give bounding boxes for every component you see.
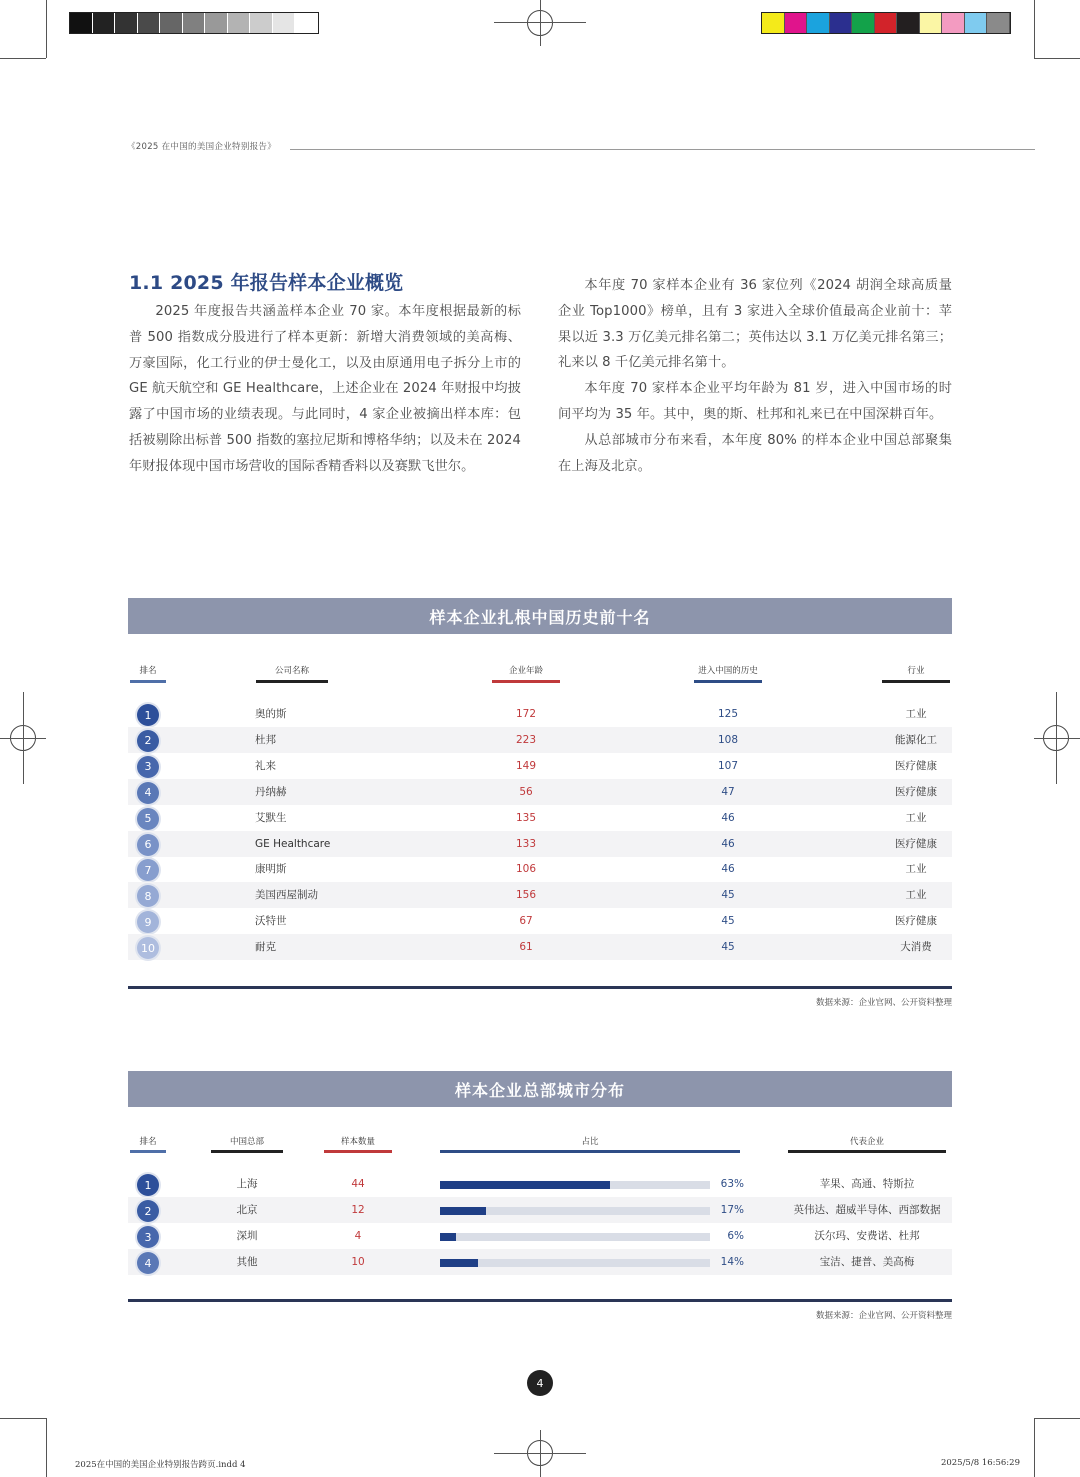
color-swatch: [965, 13, 988, 33]
color-swatch: [93, 13, 116, 33]
grayscale-swatch-bar: [69, 12, 319, 34]
rank-badge: 1: [137, 1174, 159, 1196]
representative-companies: 沃尔玛、安费诺、杜邦: [814, 1230, 920, 1242]
table1-title-banner: 样本企业扎根中国历史前十名: [128, 598, 952, 634]
rank-badge: 10: [137, 937, 159, 959]
hq-city: 深圳: [236, 1230, 258, 1242]
table-row: [128, 856, 952, 882]
share-label: 17%: [720, 1204, 744, 1216]
col-header-age: 企业年龄: [508, 666, 543, 676]
color-swatch: [762, 13, 785, 33]
table-row: [128, 779, 952, 805]
col-underline: [694, 680, 762, 683]
col-header-examples: 代表企业: [849, 1137, 884, 1147]
color-swatch: [875, 13, 898, 33]
table-row: [128, 882, 952, 908]
share-bar-fill: [440, 1233, 456, 1241]
china-years: 46: [721, 837, 735, 850]
col-underline: [256, 680, 328, 683]
col-header-rank: 排名: [139, 666, 157, 676]
slug-timestamp: 2025/5/8 16:56:29: [940, 1458, 1020, 1468]
page-number: 4: [527, 1370, 553, 1396]
china-years: 125: [717, 708, 739, 720]
paragraph: 本年度 70 家样本企业有 36 家位列《2024 胡润全球高质量企业 Top1000》榜单，且有 3 家进入全球价值最高企业前十：苹果以近 3.3 万亿美元排名第二；英伟达以 3.1 万亿美元排名第三；礼来以 8 千亿美元排名第十。: [558, 278, 952, 371]
share-bar-track: [440, 1259, 710, 1267]
col-underline: [440, 1150, 740, 1153]
crop-mark: [46, 1418, 47, 1477]
industry: 医疗健康: [895, 785, 937, 798]
right-text-column: [558, 273, 952, 479]
rank-badge: 4: [137, 1252, 159, 1274]
china-years: 46: [721, 811, 735, 824]
color-swatch: [183, 13, 206, 33]
company-age: 56: [519, 785, 533, 798]
representative-companies: 苹果、高通、特斯拉: [819, 1178, 915, 1190]
color-swatch-bar: [761, 12, 1011, 34]
rank-badge: 7: [137, 859, 159, 881]
china-years: 47: [721, 785, 735, 798]
sample-count: 44: [351, 1178, 365, 1190]
col-underline: [130, 1150, 166, 1153]
industry: 大消费: [900, 941, 932, 954]
sample-count: 12: [351, 1204, 365, 1216]
col-header-company: 公司名称: [274, 666, 309, 676]
col-underline: [492, 680, 560, 683]
rank-badge: 3: [137, 756, 159, 778]
company-age: 172: [515, 708, 537, 720]
rank-badge: 2: [137, 1200, 159, 1222]
table2-bottom-rule: [128, 1299, 952, 1302]
industry: 工业: [905, 811, 927, 824]
company-name: 康明斯: [255, 863, 287, 876]
industry: 工业: [905, 708, 927, 720]
color-swatch: [250, 13, 273, 33]
company-age: 135: [515, 811, 537, 824]
company-name: 美国西屋制动: [255, 889, 318, 902]
col-header-share: 占比: [581, 1137, 599, 1147]
industry: 医疗健康: [895, 837, 937, 850]
sample-count: 4: [354, 1230, 362, 1242]
share-bar-track: [440, 1207, 710, 1215]
paragraph: 从总部城市分布来看，本年度 80% 的样本企业中国总部聚集在上海及北京。: [558, 432, 952, 474]
share-label: 6%: [727, 1230, 744, 1242]
table-row: [128, 701, 952, 727]
rank-badge: 2: [137, 730, 159, 752]
col-underline: [130, 680, 166, 683]
share-bar-fill: [440, 1259, 478, 1267]
share-bar-track: [440, 1181, 710, 1189]
slug-filename: 2025在中国的美国企业特别报告跨页.indd 4: [75, 1460, 246, 1470]
rank-badge: 5: [137, 808, 159, 830]
representative-companies: 英伟达、超威半导体、西部数据: [793, 1204, 941, 1216]
color-swatch: [160, 13, 183, 33]
table-row: [128, 727, 952, 753]
company-age: 61: [519, 941, 533, 954]
color-swatch: [205, 13, 228, 33]
representative-companies: 宝洁、捷普、美高梅: [819, 1256, 915, 1268]
company-name: 艾默生: [255, 811, 287, 824]
col-header-rank: 排名: [139, 1137, 157, 1147]
section-title: 1.1 2025 年报告样本企业概览: [129, 272, 404, 294]
crop-mark: [1034, 1418, 1035, 1477]
crop-mark: [1034, 58, 1080, 59]
color-swatch: [830, 13, 853, 33]
crop-mark: [0, 58, 46, 59]
color-swatch: [807, 13, 830, 33]
color-swatch: [852, 13, 875, 33]
industry: 医疗健康: [895, 915, 937, 928]
company-name: 耐克: [255, 941, 276, 954]
table-row: [128, 753, 952, 779]
rank-badge: 8: [137, 885, 159, 907]
share-bar-fill: [440, 1207, 486, 1215]
crop-mark: [1034, 0, 1035, 58]
crop-mark: [0, 1418, 46, 1419]
china-years: 108: [717, 733, 739, 746]
col-header-count: 样本数量: [340, 1137, 375, 1147]
table-row: [128, 1249, 952, 1275]
table1-bottom-rule: [128, 986, 952, 989]
industry: 医疗健康: [895, 759, 937, 772]
crop-mark: [46, 0, 47, 58]
paragraph: 本年度 70 家样本企业平均年龄为 81 岁，进入中国市场的时间平均为 35 年。其中，奥的斯、杜邦和礼来已在中国深耕百年。: [558, 381, 952, 422]
company-name: GE Healthcare: [255, 837, 331, 850]
col-underline: [324, 1150, 392, 1153]
table-row: [128, 908, 952, 934]
color-swatch: [273, 13, 296, 33]
china-years: 107: [717, 759, 739, 772]
company-age: 133: [515, 837, 537, 850]
col-underline: [211, 1150, 283, 1153]
industry: 工业: [905, 863, 927, 876]
col-header-hq: 中国总部: [229, 1137, 264, 1147]
running-header: 《2025 在中国的美国企业特别报告》: [127, 142, 277, 152]
rank-badge: 9: [137, 911, 159, 933]
table2-title-banner: 样本企业总部城市分布: [128, 1071, 952, 1107]
china-years: 45: [721, 941, 735, 954]
col-underline: [882, 680, 950, 683]
color-swatch: [115, 13, 138, 33]
company-name: 丹纳赫: [255, 785, 287, 798]
color-swatch: [920, 13, 943, 33]
rank-badge: 1: [137, 704, 159, 726]
company-name: 礼来: [255, 759, 276, 772]
share-label: 14%: [720, 1256, 744, 1268]
hq-city: 北京: [236, 1204, 258, 1216]
sample-count: 10: [351, 1256, 365, 1268]
col-header-china-years: 进入中国的历史: [698, 666, 758, 676]
company-age: 67: [519, 915, 533, 928]
header-rule: [290, 149, 1035, 150]
table-row: [128, 934, 952, 960]
rank-badge: 3: [137, 1226, 159, 1248]
color-swatch: [987, 13, 1010, 33]
table1-source: 数据来源：企业官网、公开资料整理: [815, 998, 952, 1008]
company-age: 149: [515, 759, 537, 772]
company-name: 杜邦: [255, 733, 276, 746]
china-years: 45: [721, 889, 735, 902]
rank-badge: 6: [137, 834, 159, 856]
color-swatch: [897, 13, 920, 33]
rank-badge: 4: [137, 782, 159, 804]
table-row: [128, 1223, 952, 1249]
company-age: 156: [515, 889, 537, 902]
table-row: [128, 805, 952, 831]
color-swatch: [295, 13, 318, 33]
table-row: [128, 1197, 952, 1223]
hq-city: 上海: [236, 1178, 258, 1190]
china-years: 46: [721, 863, 735, 876]
color-swatch: [70, 13, 93, 33]
hq-city: 其他: [236, 1256, 258, 1268]
share-bar-fill: [440, 1181, 610, 1189]
color-swatch: [228, 13, 251, 33]
company-age: 106: [515, 863, 537, 876]
table2-source: 数据来源：企业官网、公开资料整理: [815, 1311, 952, 1321]
left-text-column: [129, 299, 521, 480]
company-name: 沃特世: [255, 915, 287, 928]
color-swatch: [138, 13, 161, 33]
col-underline: [788, 1150, 946, 1153]
company-age: 223: [515, 733, 537, 746]
industry: 工业: [905, 889, 927, 902]
company-name: 奥的斯: [255, 708, 287, 720]
china-years: 45: [721, 915, 735, 928]
color-swatch: [942, 13, 965, 33]
table-row: [128, 1171, 952, 1197]
col-header-industry: 行业: [907, 666, 925, 676]
crop-mark: [1034, 1418, 1080, 1419]
share-bar-track: [440, 1233, 710, 1241]
color-swatch: [785, 13, 808, 33]
share-label: 63%: [720, 1178, 744, 1190]
industry: 能源化工: [895, 733, 937, 746]
table-row: [128, 831, 952, 857]
paragraph: 2025 年度报告共涵盖样本企业 70 家。本年度根据最新的标普 500 指数成分股进行了样本更新：新增大消费领域的美高梅、万豪国际，化工行业的伊士曼化工，以及由原通用电子拆分上市的 GE 航天航空和 GE Healthcare，上述企业在 2024 年财报中均披露了中国市场的业绩表现。与此同时，4 家企业被摘出样本库：包括被剔除出标普 500 指数的塞拉尼斯和博格华纳；以及未在 2024 年财报体现中国市场营收的国际香精香料以及赛默飞世尔。: [129, 304, 521, 474]
